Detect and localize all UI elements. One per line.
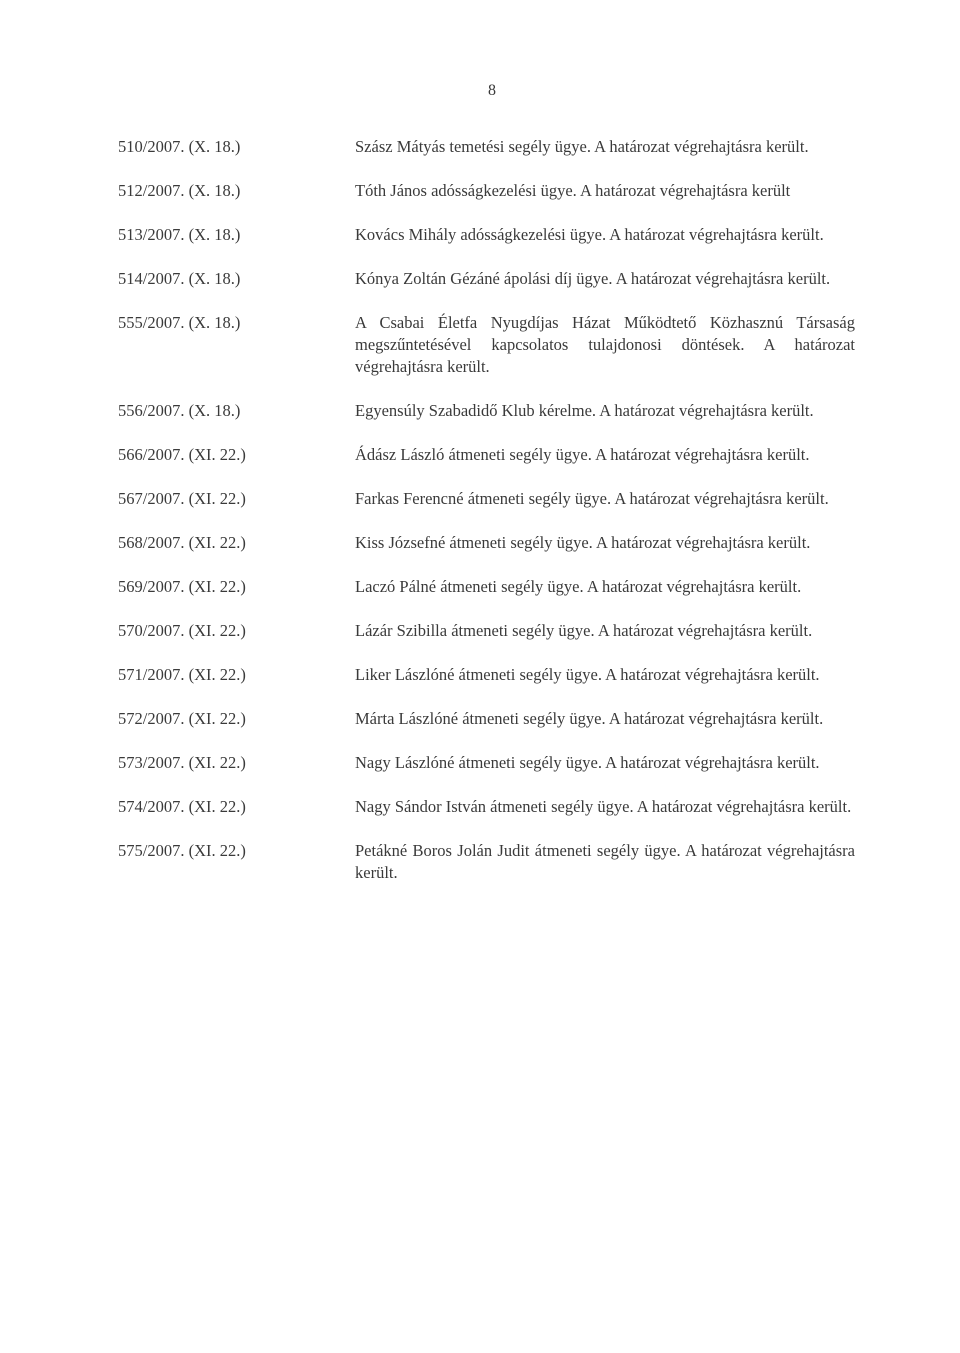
resolution-entry	[118, 488, 855, 510]
resolution-number: 567/2007. (XI. 22.)	[118, 489, 246, 508]
resolution-description: Márta Lászlóné átmeneti segély ügye. A határozat végrehajtásra került.	[355, 709, 824, 728]
resolution-entry	[118, 136, 855, 158]
resolution-number: 571/2007. (XI. 22.)	[118, 665, 246, 684]
resolution-entry	[118, 180, 855, 202]
resolution-description: Egyensúly Szabadidő Klub kérelme. A határozat végrehajtásra került.	[355, 401, 814, 420]
resolution-number: 512/2007. (X. 18.)	[118, 181, 241, 200]
resolution-entry	[118, 796, 855, 818]
resolution-description: Kiss Józsefné átmeneti segély ügye. A határozat végrehajtásra került.	[355, 533, 811, 552]
resolution-number: 556/2007. (X. 18.)	[118, 401, 241, 420]
resolution-description: Kovács Mihály adósságkezelési ügye. A határozat végrehajtásra került.	[355, 225, 824, 244]
resolution-number: 513/2007. (X. 18.)	[118, 225, 241, 244]
resolution-description: Kónya Zoltán Gézáné ápolási díj ügye. A határozat végrehajtásra került.	[355, 269, 831, 288]
resolution-number: 573/2007. (XI. 22.)	[118, 753, 246, 772]
resolution-description: Tóth János adósságkezelési ügye. A határozat végrehajtásra került	[355, 181, 791, 200]
resolution-description: Laczó Pálné átmeneti segély ügye. A határozat végrehajtásra került.	[355, 577, 802, 596]
resolution-number: 510/2007. (X. 18.)	[118, 137, 241, 156]
resolution-entry	[118, 576, 855, 598]
resolution-description: Szász Mátyás temetési segély ügye. A határozat végrehajtásra került.	[355, 137, 809, 156]
resolution-number: 566/2007. (XI. 22.)	[118, 445, 246, 464]
resolution-description: Lázár Szibilla átmeneti segély ügye. A határozat végrehajtásra került.	[355, 621, 813, 640]
resolution-number: 570/2007. (XI. 22.)	[118, 621, 246, 640]
resolution-entry	[118, 532, 855, 554]
resolution-entry	[118, 312, 855, 378]
resolution-entry	[118, 840, 855, 884]
resolution-entry	[118, 752, 855, 774]
resolution-description: Nagy Lászlóné átmeneti segély ügye. A határozat végrehajtásra került.	[355, 753, 820, 772]
resolution-entry	[118, 664, 855, 686]
resolution-description: Nagy Sándor István átmeneti segély ügye. A határozat végrehajtásra került.	[355, 797, 852, 816]
resolution-number: 555/2007. (X. 18.)	[118, 313, 241, 332]
resolution-description: A Csabai Életfa Nyugdíjas Házat Működtető Közhasznú Társaság megszűntetésével kapcsolatos tulajdonosi döntések. A határozat végrehajtásra került.	[355, 313, 855, 376]
resolution-entry	[118, 400, 855, 422]
resolution-number: 575/2007. (XI. 22.)	[118, 841, 246, 860]
resolution-entry	[118, 224, 855, 246]
resolution-description: Liker Lászlóné átmeneti segély ügye. A határozat végrehajtásra került.	[355, 665, 820, 684]
resolution-entry	[118, 620, 855, 642]
resolution-list	[118, 136, 855, 906]
resolution-description: Farkas Ferencné átmeneti segély ügye. A határozat végrehajtásra került.	[355, 489, 829, 508]
resolution-entry	[118, 708, 855, 730]
resolution-description: Petákné Boros Jolán Judit átmeneti segély ügye. A határozat végrehajtásra került.	[355, 841, 855, 882]
resolution-number: 568/2007. (XI. 22.)	[118, 533, 246, 552]
page-number: 8	[488, 82, 496, 99]
resolution-description: Ádász László átmeneti segély ügye. A határozat végrehajtásra került.	[355, 445, 810, 464]
resolution-number: 572/2007. (XI. 22.)	[118, 709, 246, 728]
resolution-number: 569/2007. (XI. 22.)	[118, 577, 246, 596]
resolution-number: 574/2007. (XI. 22.)	[118, 797, 246, 816]
resolution-number: 514/2007. (X. 18.)	[118, 269, 241, 288]
resolution-entry	[118, 444, 855, 466]
resolution-entry	[118, 268, 855, 290]
